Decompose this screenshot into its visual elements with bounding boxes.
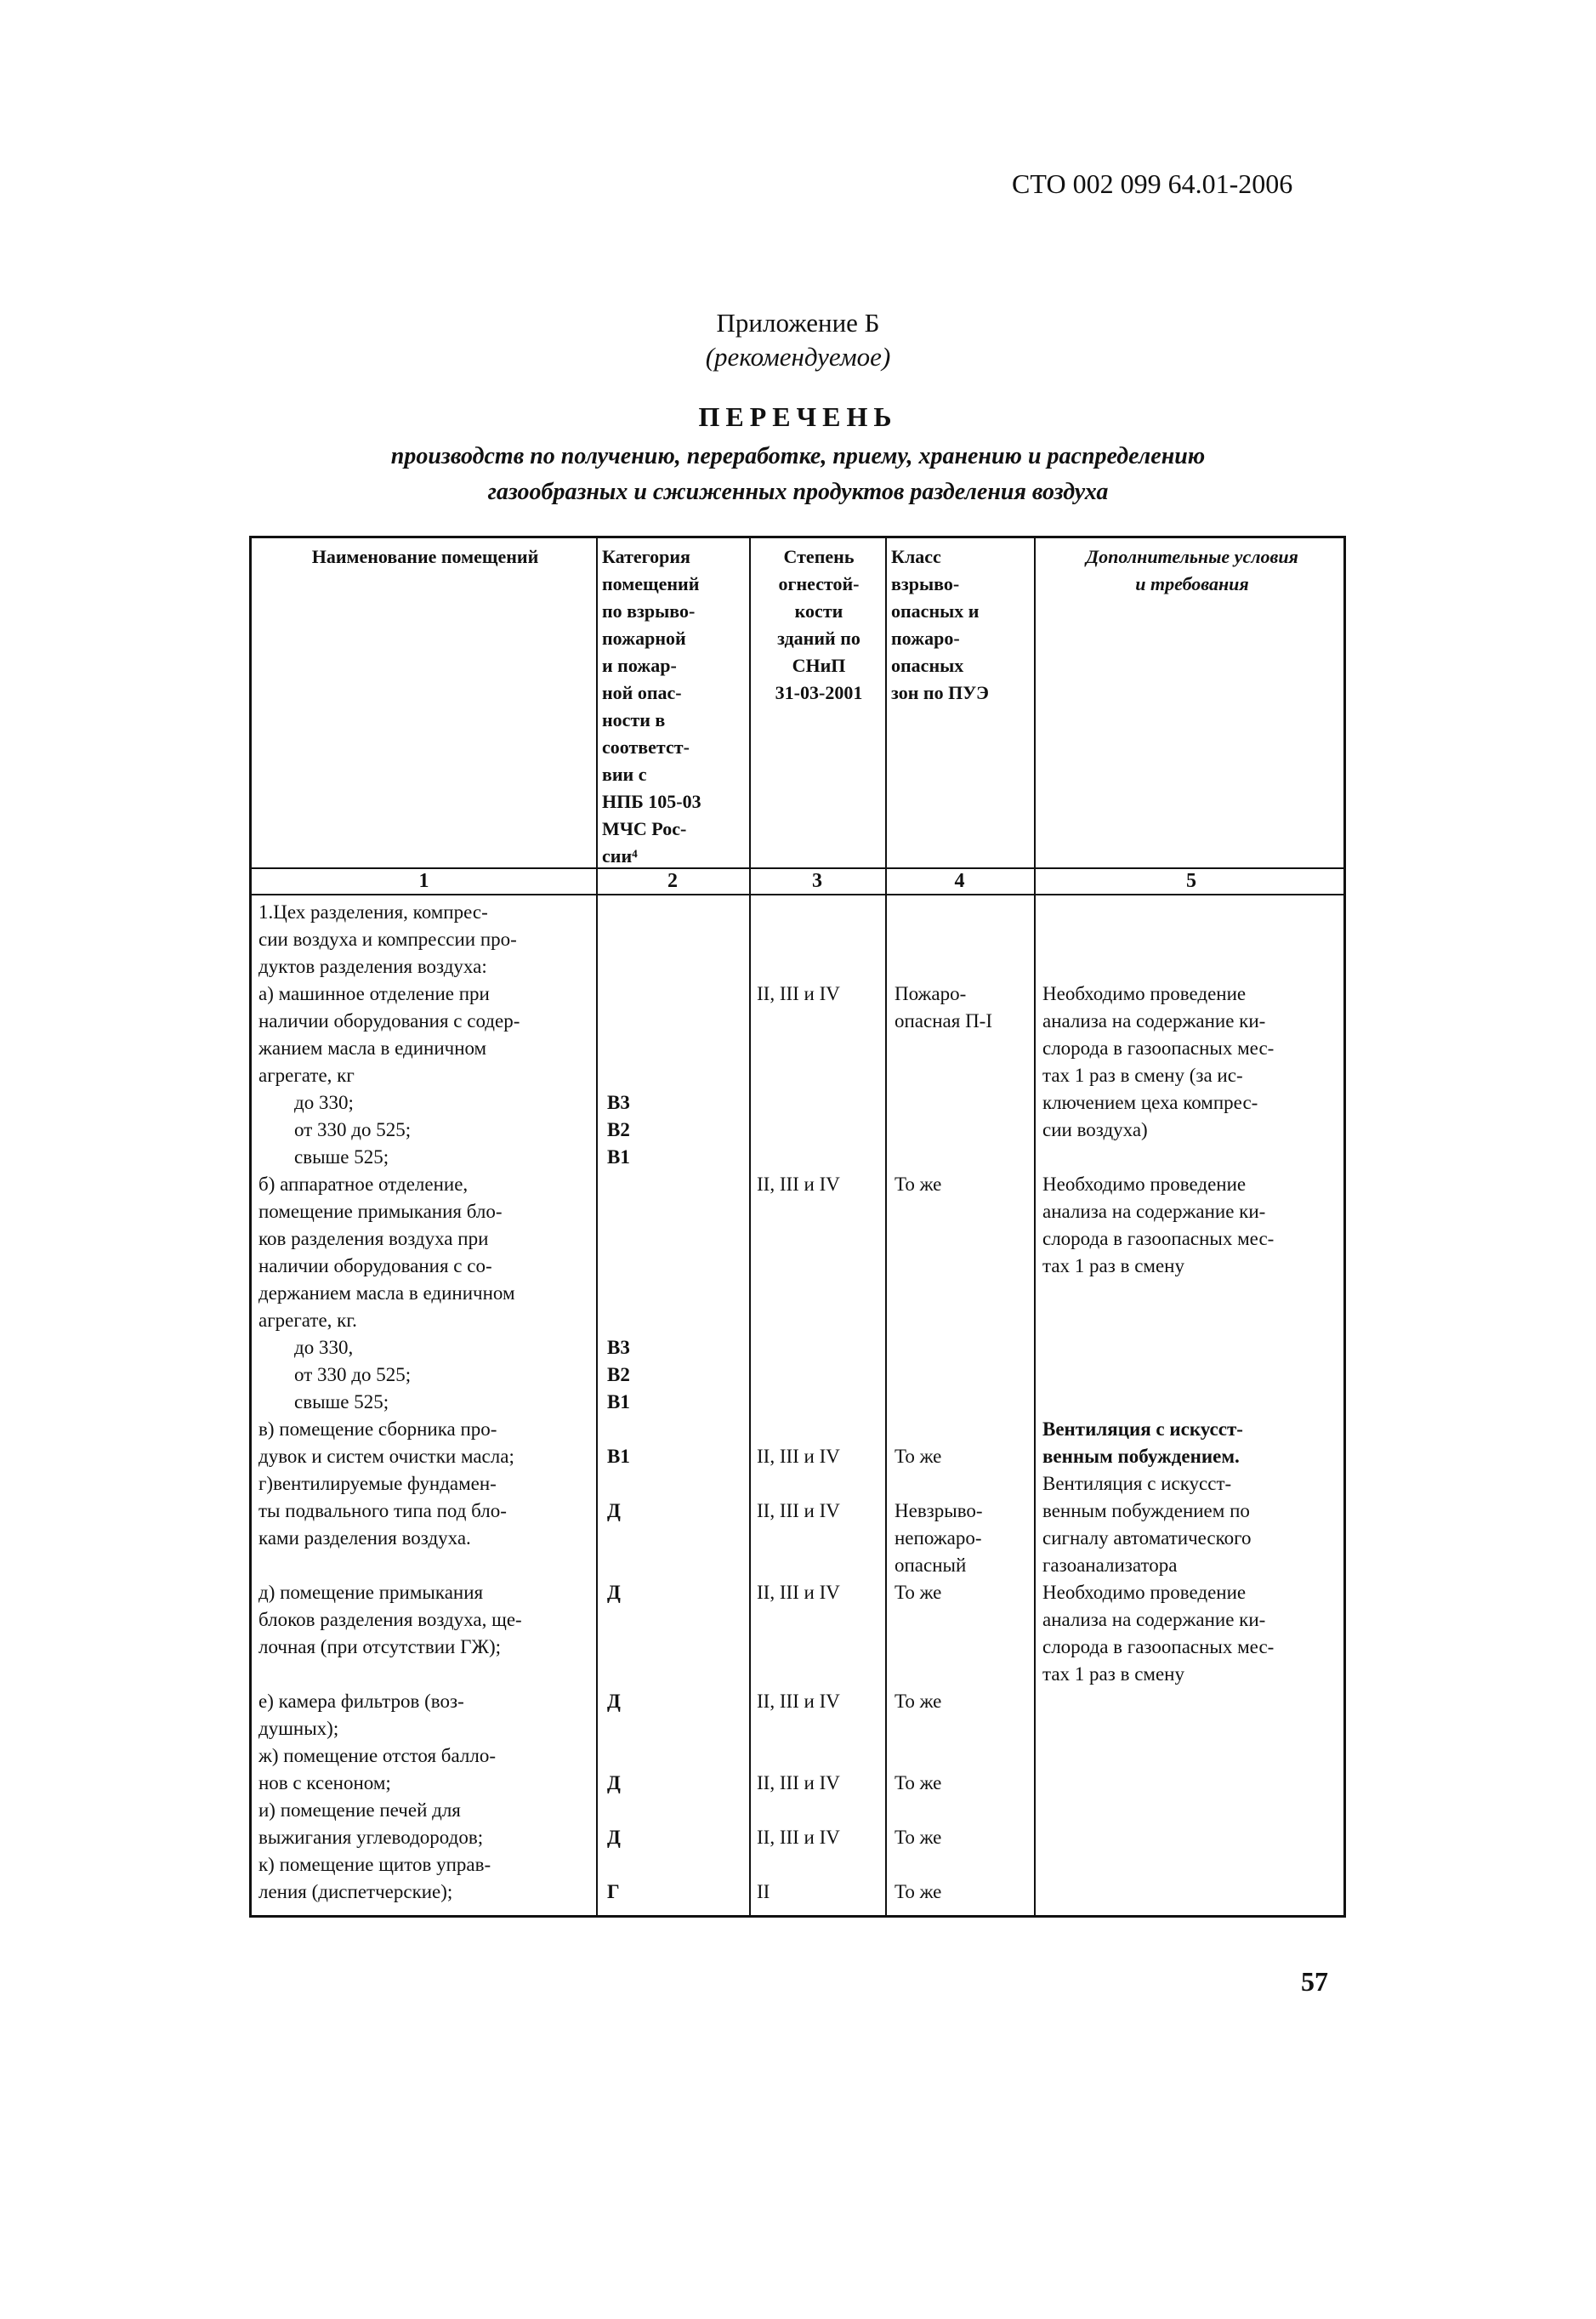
header-divider — [252, 867, 1343, 869]
header-col-2: Категория помещений по взрыво- пожарной и пожар- ной опас- ности в соответст- вии с НПБ 105-03 МЧС Рос- сии⁴ — [602, 546, 701, 867]
row-a-requirements: Необходимо проведение анализа на содержание ки- слорода в газоопасных мес- тах 1 раз в смену (за ис- ключением цеха компрес- сии воздуха) — [1042, 983, 1275, 1140]
column-number-5: 5 — [1186, 870, 1196, 892]
row-d-name: д) помещение примыкания блоков разделения воздуха, ще- лочная (при отсутствии ГЖ); — [258, 1582, 522, 1657]
row-k-name: к) помещение щитов управ- ления (диспетчерские); — [258, 1854, 491, 1902]
row-d-requirements: Необходимо проведение анализа на содержание ки- слорода в газоопасных мес- тах 1 раз в смену — [1042, 1582, 1275, 1685]
document-code: СТО 002 099 64.01-2006 — [1012, 168, 1293, 199]
row-b-requirements: Необходимо проведение анализа на содержание ки- слорода в газоопасных мес- тах 1 раз в смену — [1042, 1174, 1275, 1276]
column-divider — [596, 538, 598, 1915]
row-v-name: в) помещение сборника про- дувок и систем очистки масла; — [258, 1418, 514, 1467]
page-number: 57 — [1301, 1966, 1328, 1997]
row-a-fire-resistance: II, III и IV — [757, 983, 840, 1004]
row-v-requirements: Вентиляция с искусст- венным побуждением. — [1042, 1418, 1243, 1467]
row-zh-name: ж) помещение отстоя балло- нов с ксеноном; — [258, 1745, 497, 1793]
row-g-name: г)вентилируемые фундамен- ты подвального типа под бло- ками разделения воздуха. — [258, 1473, 507, 1549]
column-divider — [1034, 538, 1036, 1915]
column-divider — [749, 538, 751, 1915]
appendix-title: Приложение Б — [716, 308, 880, 338]
row-b-name: б) аппаратное отделение, помещение примыкания бло- ков разделения воздуха при наличии оборудования с со- держанием масла в единичном агрегате, кг. — [258, 1174, 515, 1331]
column-number-3: 3 — [812, 870, 822, 892]
row-i-fire-resistance: II, III и IV — [757, 1827, 840, 1848]
row-v-zone-class: То же — [895, 1446, 942, 1467]
row-g-category: Д — [607, 1500, 621, 1521]
row-e-category: Д — [607, 1691, 621, 1712]
row-e-fire-resistance: II, III и IV — [757, 1691, 840, 1712]
column-number-1: 1 — [418, 870, 429, 892]
row-a-category: В3 В2 В1 — [607, 1092, 630, 1168]
row-a-name: а) машинное отделение при наличии оборудования с содер- жанием масла в единичном агрегате, кг — [258, 983, 520, 1086]
row-i-category: Д — [607, 1827, 621, 1848]
row-d-category: Д — [607, 1582, 621, 1603]
row-k-fire-resistance: II — [757, 1881, 770, 1902]
row-e-name: е) камера фильтров (воз- душных); — [258, 1691, 464, 1739]
column-divider — [885, 538, 887, 1915]
row-d-zone-class: То же — [895, 1582, 942, 1603]
row-v-fire-resistance: II, III и IV — [757, 1446, 840, 1467]
row-a-ranges: до 330; от 330 до 525; свыше 525; — [294, 1092, 412, 1168]
row-i-zone-class: То же — [895, 1827, 942, 1848]
header-col-3: Степень огнестой- кости зданий по СНиП 31-03-2001 — [775, 546, 863, 703]
document-subheading: производств по получению, переработке, приему, хранению и распределению газообразных и сжиженных продуктов разделения воздуха — [390, 443, 1206, 505]
row-g-zone-class: Невзрыво- непожаро- опасный — [895, 1500, 983, 1576]
header-col-4: Класс взрыво- опасных и пожаро- опасных зон по ПУЭ — [891, 546, 989, 703]
row-e-zone-class: То же — [895, 1691, 942, 1712]
column-number-2: 2 — [667, 870, 678, 892]
row-b-fire-resistance: II, III и IV — [757, 1174, 840, 1195]
header-col-5: Дополнительные условия и требования — [1086, 546, 1298, 594]
row-zh-fire-resistance: II, III и IV — [757, 1772, 840, 1793]
row-k-category: Г — [607, 1881, 620, 1902]
row-zh-zone-class: То же — [895, 1772, 942, 1793]
row-g-requirements: Вентиляция с искусст- венным побуждением по сигналу автоматического газоанализатора — [1042, 1473, 1252, 1576]
row-g-fire-resistance: II, III и IV — [757, 1500, 840, 1521]
header-col-1: Наименование помещений — [311, 546, 539, 567]
row-b-ranges: до 330, от 330 до 525; свыше 525; — [294, 1337, 412, 1412]
appendix-header — [0, 306, 1596, 374]
row-b-zone-class: То же — [895, 1174, 942, 1195]
row-v-category: В1 — [607, 1446, 630, 1467]
document-heading: ПЕРЕЧЕНЬ — [698, 401, 898, 432]
production-table — [249, 536, 1346, 1918]
appendix-subtitle: (рекомендуемое) — [705, 342, 891, 372]
row-k-zone-class: То же — [895, 1881, 942, 1902]
row-intro-name: 1.Цех разделения, компрес- сии воздуха и компрессии про- дуктов разделения воздуха: — [258, 901, 517, 977]
row-b-category: В3 В2 В1 — [607, 1337, 630, 1412]
row-zh-category: Д — [607, 1772, 621, 1793]
column-number-divider — [252, 894, 1343, 895]
row-a-zone-class: Пожаро- опасная П-I — [895, 983, 992, 1032]
column-number-4: 4 — [954, 870, 965, 892]
row-d-fire-resistance: II, III и IV — [757, 1582, 840, 1603]
row-i-name: и) помещение печей для выжигания углеводородов; — [258, 1799, 484, 1848]
